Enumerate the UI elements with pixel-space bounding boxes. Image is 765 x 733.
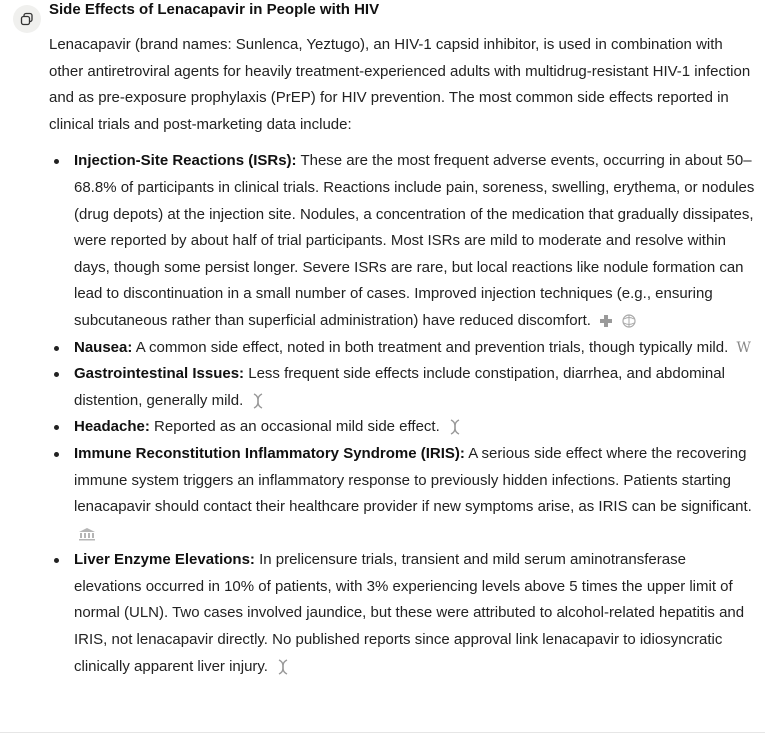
dna-icon[interactable] <box>448 419 462 435</box>
assistant-avatar <box>13 5 41 33</box>
item-label: Gastrointestinal Issues: <box>74 365 245 383</box>
item-label: Liver Enzyme Elevations: <box>74 551 255 569</box>
item-text: In prelicensure trials, transient and mild serum aminotransferase elevations occurred in 10% of patients, with 3% experiencing levels above 5 times the upper limit of normal (ULN). Two cases involved jaundice, but these were attributed to alcohol-related hepatitis and IRIS, not lenacapavir directly. No published reports since approval link lenacapavir to idiosyncratic clinically apparent liver injury. <box>74 551 745 675</box>
list-item <box>49 441 757 547</box>
side-effects-list <box>49 148 757 680</box>
who-globe-icon[interactable] <box>621 313 637 329</box>
item-label: Immune Reconstitution Inflammatory Syndrome (IRIS): <box>74 444 465 462</box>
item-text: Less frequent side effects include constipation, diarrhea, and abdominal distention, generally mild. <box>74 365 725 409</box>
item-text: A common side effect, noted in both treatment and prevention trials, though typically mild. <box>132 338 729 356</box>
dna-icon[interactable] <box>276 659 290 675</box>
government-icon[interactable] <box>78 527 96 541</box>
item-label: Nausea: <box>74 338 133 356</box>
response-content <box>49 0 757 680</box>
item-label: Headache: <box>74 418 150 436</box>
wikipedia-icon[interactable]: W <box>736 339 751 356</box>
dna-icon[interactable] <box>251 393 265 409</box>
response-title: Side Effects of Lenacapavir in People with HIV <box>49 1 380 18</box>
item-label: Injection-Site Reactions (ISRs): <box>74 152 297 170</box>
list-item <box>49 335 757 362</box>
item-text: These are the most frequent adverse events, occurring in about 50–68.8% of participants in clinical trials. Reactions include pain, soreness, swelling, erythema, or nodules (drug depots) at the injection site. Nodules, a concentration of the medication that gradually dissipates, were reported by about half of trial participants. Most ISRs are mild to moderate and resolve within days, though some persist longer. Severe ISRs are rare, but local reactions like nodule formation can lead to discontinuation in a small number of cases. Improved injection techniques (e.g., ensuring subcutaneous rather than superficial administration) have reduced discomfort. <box>74 152 755 329</box>
response-intro: Lenacapavir (brand names: Sunlenca, Yeztugo), an HIV-1 capsid inhibitor, is used in combination with other antiretroviral agents for heavily treatment-experienced adults with multidrug-resistant HIV-1 infection and as pre-exposure prophylaxis (PrEP) for HIV prevention. The most common side effects reported in clinical trials and post-marketing data include: <box>49 36 751 133</box>
list-item <box>49 148 757 334</box>
item-text: Reported as an occasional mild side effect. <box>149 418 440 436</box>
list-item <box>49 414 757 441</box>
item-text: A serious side effect where the recovering immune system triggers an inflammatory response to previously hidden infections. Patients starting lenacapavir should contact their healthcare provider if new symptoms arise, as IRIS can be significant. <box>74 444 752 516</box>
list-item <box>49 361 757 414</box>
copy-icon <box>20 12 34 26</box>
plus-cross-icon[interactable] <box>599 314 613 328</box>
list-item <box>49 547 757 680</box>
